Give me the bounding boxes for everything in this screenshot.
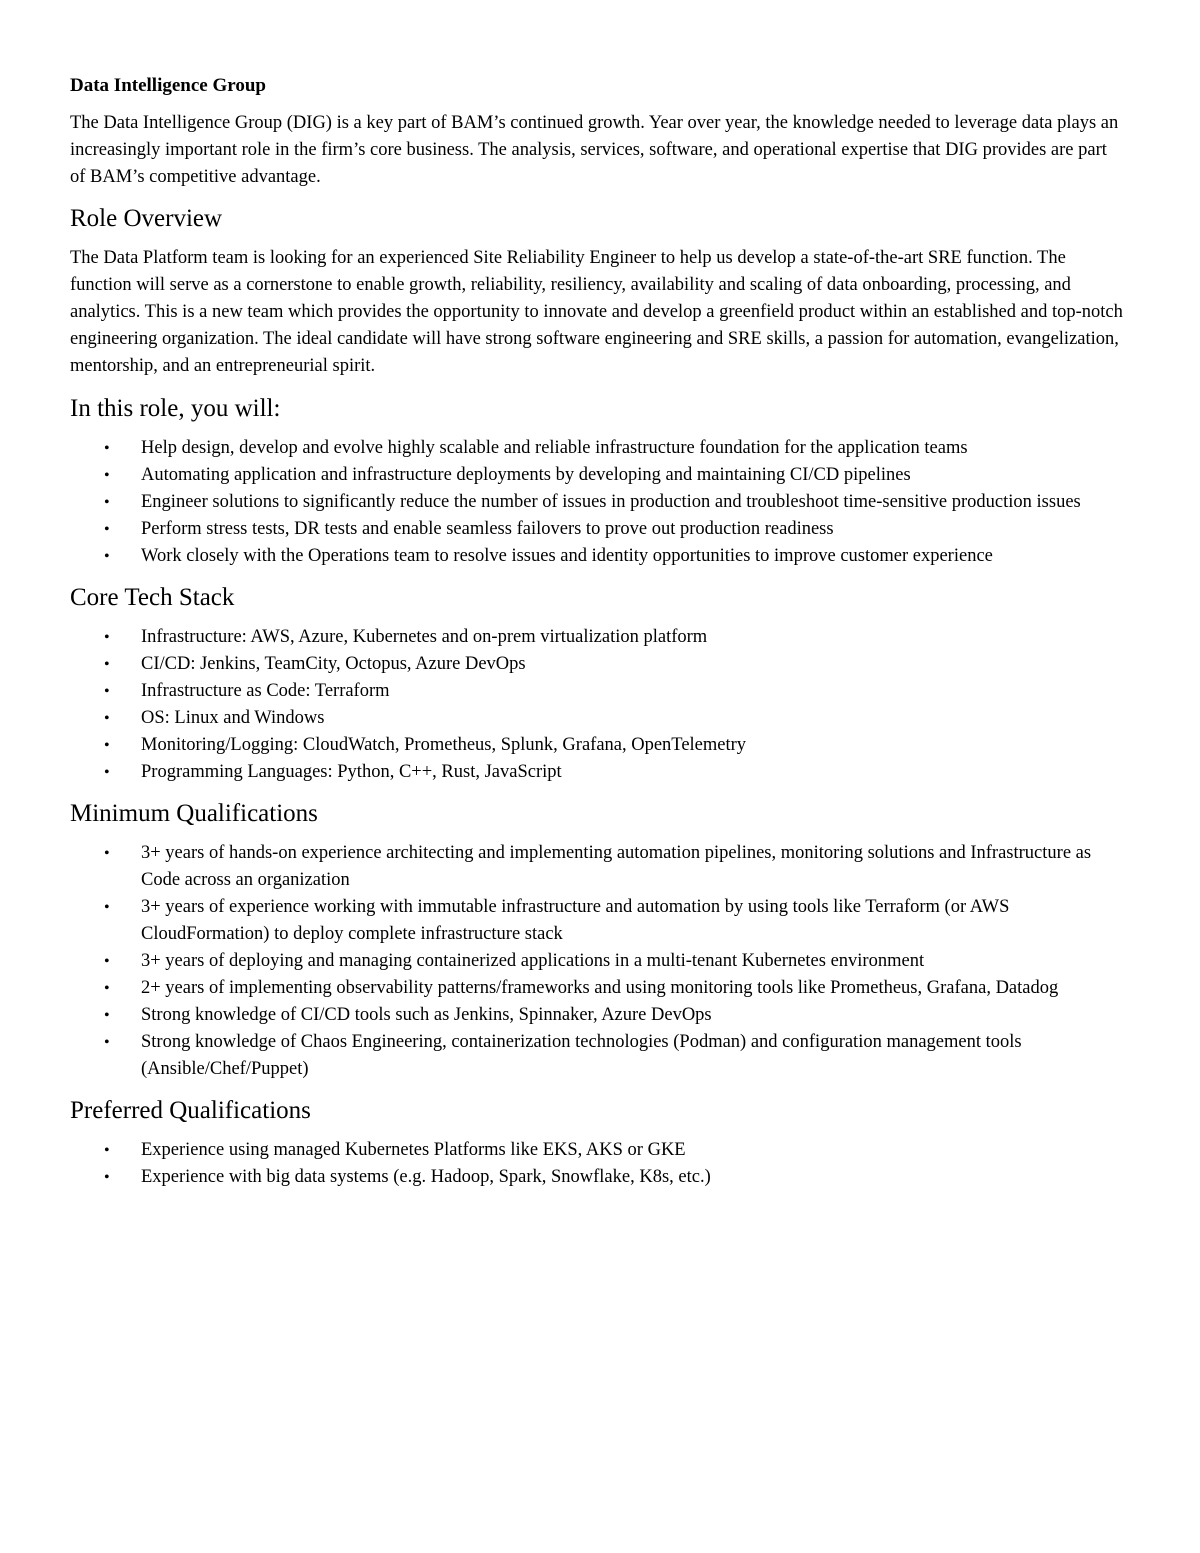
bullet-icon: • xyxy=(104,656,110,673)
bullet-icon: • xyxy=(104,494,110,511)
list-item xyxy=(70,840,1126,894)
list-item xyxy=(70,543,1126,570)
list-item-text: 3+ years of deploying and managing containerized applications in a multi-tenant Kubernetes environment xyxy=(141,951,925,971)
list-item xyxy=(70,462,1126,489)
list-item xyxy=(70,1164,1126,1191)
bullet-icon: • xyxy=(104,1169,110,1186)
list-item-text: Work closely with the Operations team to resolve issues and identity opportunities to improve customer experience xyxy=(141,546,993,566)
role-overview-heading: Role Overview xyxy=(70,205,223,232)
document-page xyxy=(70,72,1126,1203)
list-item-text: Perform stress tests, DR tests and enable seamless failovers to prove out production readiness xyxy=(141,519,834,539)
preferred-qualifications-list xyxy=(70,1137,1126,1191)
bullet-icon: • xyxy=(104,899,110,916)
minimum-qualifications-heading: Minimum Qualifications xyxy=(70,800,318,827)
bullet-icon: • xyxy=(104,1034,110,1051)
list-item xyxy=(70,489,1126,516)
list-item-text: Engineer solutions to significantly reduce the number of issues in production and troubleshoot time-sensitive production issues xyxy=(141,492,1081,512)
bullet-icon: • xyxy=(104,710,110,727)
bullet-icon: • xyxy=(104,440,110,457)
bullet-icon: • xyxy=(104,629,110,646)
list-item-text: Strong knowledge of CI/CD tools such as Jenkins, Spinnaker, Azure DevOps xyxy=(141,1005,712,1025)
list-item xyxy=(70,435,1126,462)
bullet-icon: • xyxy=(104,683,110,700)
list-item xyxy=(70,894,1126,948)
tech-stack-list xyxy=(70,624,1126,786)
list-item-text: CI/CD: Jenkins, TeamCity, Octopus, Azure DevOps xyxy=(141,654,526,674)
list-item xyxy=(70,759,1126,786)
list-item xyxy=(70,1002,1126,1029)
list-item xyxy=(70,732,1126,759)
minimum-qualifications-list xyxy=(70,840,1126,1083)
tech-stack-heading: Core Tech Stack xyxy=(70,584,235,611)
list-item-text: 3+ years of hands-on experience architecting and implementing automation pipelines, monitoring solutions and Infrastructure as Code across an organization xyxy=(141,843,1092,890)
list-item-text: 3+ years of experience working with immutable infrastructure and automation by using tools like Terraform (or AWS CloudFormation) to deploy complete infrastructure stack xyxy=(141,897,1010,944)
list-item xyxy=(70,678,1126,705)
bullet-icon: • xyxy=(104,980,110,997)
list-item-text: OS: Linux and Windows xyxy=(141,708,325,728)
bullet-icon: • xyxy=(104,548,110,565)
bullet-icon: • xyxy=(104,1142,110,1159)
bullet-icon: • xyxy=(104,845,110,862)
responsibilities-list xyxy=(70,435,1126,570)
list-item xyxy=(70,705,1126,732)
list-item xyxy=(70,1029,1126,1083)
list-item-text: Monitoring/Logging: CloudWatch, Prometheus, Splunk, Grafana, OpenTelemetry xyxy=(141,735,747,755)
list-item-text: Strong knowledge of Chaos Engineering, containerization technologies (Podman) and configuration management tools (Ansible/Chef/Puppet) xyxy=(141,1032,1022,1079)
list-item-text: 2+ years of implementing observability patterns/frameworks and using monitoring tools like Prometheus, Grafana, Datadog xyxy=(141,978,1059,998)
list-item-text: Infrastructure as Code: Terraform xyxy=(141,681,390,701)
list-item xyxy=(70,624,1126,651)
responsibilities-heading: In this role, you will: xyxy=(70,395,281,422)
bullet-icon: • xyxy=(104,467,110,484)
bullet-icon: • xyxy=(104,1007,110,1024)
list-item-text: Automating application and infrastructure deployments by developing and maintaining CI/CD pipelines xyxy=(141,465,911,485)
preferred-qualifications-heading: Preferred Qualifications xyxy=(70,1097,311,1124)
list-item-text: Experience with big data systems (e.g. Hadoop, Spark, Snowflake, K8s, etc.) xyxy=(141,1167,711,1187)
list-item xyxy=(70,651,1126,678)
bullet-icon: • xyxy=(104,521,110,538)
role-overview-paragraph: The Data Platform team is looking for an experienced Site Reliability Engineer to help us develop a state-of-the-art SRE function. The function will serve as a cornerstone to enable growth, reliability, resiliency, availability and scaling of data onboarding, processing, and analytics. This is a new team which provides the opportunity to innovate and develop a greenfield product within an established and top-notch engineering organization. The ideal candidate will have strong software engineering and SRE skills, a passion for automation, evangelization, mentorship, and an entrepreneurial spirit. xyxy=(70,248,1123,376)
list-item xyxy=(70,948,1126,975)
list-item xyxy=(70,975,1126,1002)
list-item-text: Experience using managed Kubernetes Platforms like EKS, AKS or GKE xyxy=(141,1140,686,1160)
list-item-text: Help design, develop and evolve highly scalable and reliable infrastructure foundation for the application teams xyxy=(141,438,968,458)
bullet-icon: • xyxy=(104,737,110,754)
list-item-text: Infrastructure: AWS, Azure, Kubernetes and on-prem virtualization platform xyxy=(141,627,708,647)
list-item-text: Programming Languages: Python, C++, Rust, JavaScript xyxy=(141,762,562,782)
group-heading: Data Intelligence Group xyxy=(70,75,266,96)
bullet-icon: • xyxy=(104,953,110,970)
group-description: The Data Intelligence Group (DIG) is a key part of BAM’s continued growth. Year over year, the knowledge needed to leverage data plays an increasingly important role in the firm’s core business. The analysis, services, software, and operational expertise that DIG provides are part of BAM’s competitive advantage. xyxy=(70,113,1119,187)
list-item xyxy=(70,1137,1126,1164)
bullet-icon: • xyxy=(104,764,110,781)
list-item xyxy=(70,516,1126,543)
